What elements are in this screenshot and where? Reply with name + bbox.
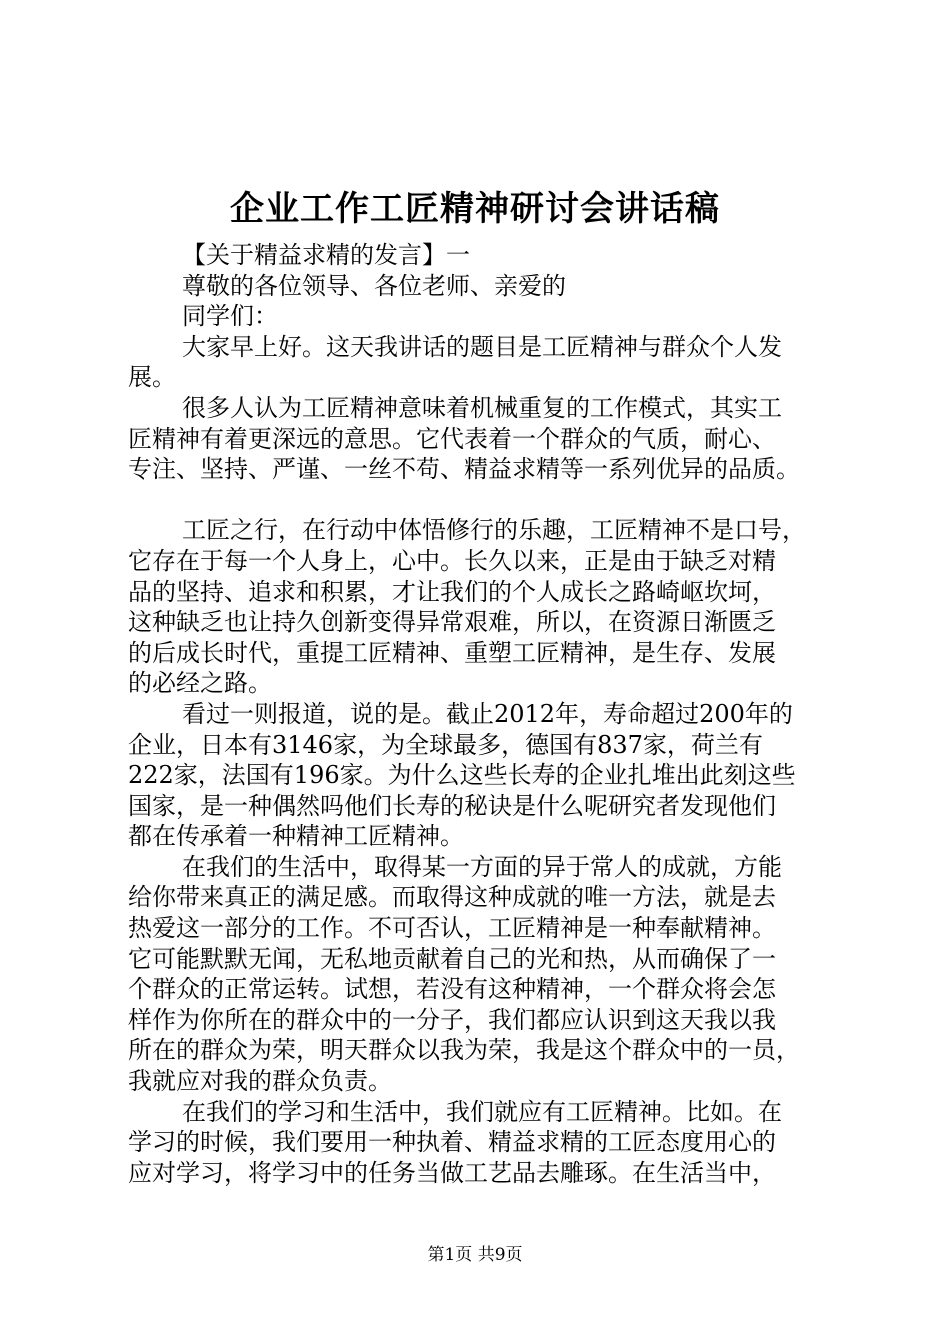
text-line: 应对学习，将学习中的任务当做工艺品去雕琢。在生活当中， [128, 1158, 776, 1187]
text-line: 尊敬的各位领导、各位老师、亲爱的 [182, 271, 566, 300]
text-line: 给你带来真正的满足感。而取得这种成就的唯一方法，就是去 [128, 883, 776, 912]
text-line: 工匠之行，在行动中体悟修行的乐趣，工匠精神不是口号， [182, 516, 806, 545]
text-line: 热爱这一部分的工作。不可否认，工匠精神是一种奉献精神。 [128, 914, 776, 943]
text-line: 展。 [128, 363, 176, 392]
document-body [128, 240, 848, 1188]
text-line: 所在的群众为荣，明天群众以我为荣，我是这个群众中的一员， [128, 1036, 800, 1065]
text-line: 个群众的正常运转。试想，若没有这种精神，一个群众将会怎 [128, 975, 776, 1004]
text-line: 在我们的生活中，取得某一方面的异于常人的成就，方能 [182, 852, 782, 881]
text-line: 都在传承着一种精神工匠精神。 [128, 822, 464, 851]
text-line: 样作为你所在的群众中的一分子，我们都应认识到这天我以我 [128, 1005, 776, 1034]
text-line: 的必经之路。 [128, 669, 272, 698]
text-line: 【关于精益求精的发言】一 [182, 241, 470, 269]
text-line: 222家，法国有196家。为什么这些长寿的企业扎堆出此刻这些 [128, 761, 796, 790]
text-line: 它可能默默无闻，无私地贡献着自己的光和热，从而确保了一 [128, 944, 776, 973]
blank-line [128, 485, 848, 516]
text-line: 大家早上好。这天我讲话的题目是工匠精神与群众个人发 [182, 332, 782, 361]
text-line: 的后成长时代，重提工匠精神、重塑工匠精神，是生存、发展 [128, 638, 776, 667]
text-line: 学习的时候，我们要用一种执着、精益求精的工匠态度用心的 [128, 1128, 776, 1157]
text-line: 企业，日本有3146家，为全球最多，德国有837家，荷兰有 [128, 730, 763, 759]
document-title: 企业工作工匠精神研讨会讲话稿 [230, 189, 720, 229]
text-line: 在我们的学习和生活中，我们就应有工匠精神。比如。在 [182, 1097, 782, 1126]
text-line: 看过一则报道，说的是。截止2012年，寿命超过200年的 [182, 699, 793, 728]
page-footer: 第1页 共9页 [427, 1245, 523, 1265]
text-line: 专注、坚持、严谨、一丝不苟、精益求精等一系列优异的品质。 [128, 455, 800, 484]
text-line: 它存在于每一个人身上，心中。长久以来，正是由于缺乏对精 [128, 546, 776, 575]
text-line: 这种缺乏也让持久创新变得异常艰难，所以，在资源日渐匮乏 [128, 608, 776, 637]
text-line: 同学们： [182, 302, 278, 331]
text-line: 很多人认为工匠精神意味着机械重复的工作模式，其实工 [182, 393, 782, 422]
text-line: 我就应对我的群众负责。 [128, 1067, 392, 1096]
text-line: 国家，是一种偶然吗他们长寿的秘诀是什么呢研究者发现他们 [128, 791, 776, 820]
text-line: 品的坚持、追求和积累，才让我们的个人成长之路崎岖坎坷， [128, 577, 776, 606]
text-line: 匠精神有着更深远的意思。它代表着一个群众的气质，耐心、 [128, 424, 776, 453]
